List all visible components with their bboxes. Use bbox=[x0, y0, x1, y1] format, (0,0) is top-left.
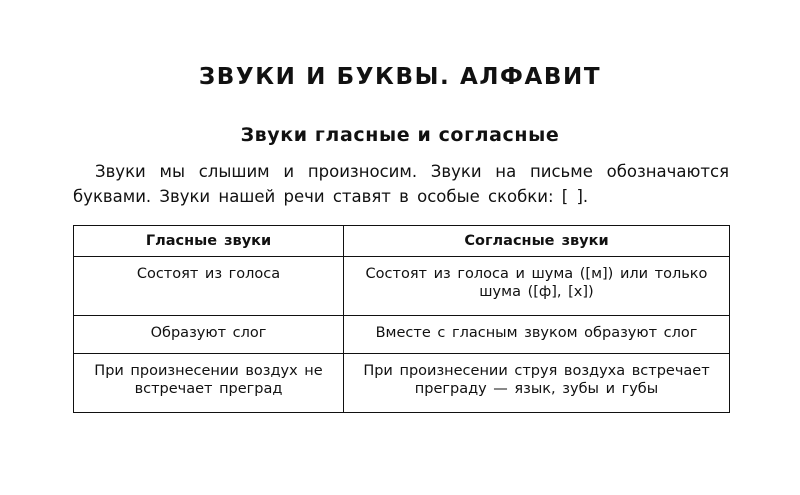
intro-paragraph: Звуки мы слышим и произносим. Звуки на письме обозначаются буквами. Звуки нашей речи ставят в особые скобки: [ ]. bbox=[73, 162, 729, 206]
sounds-comparison-table bbox=[73, 225, 730, 413]
table-cell-vowel: При произнесении воздух не встречает преград bbox=[74, 354, 344, 413]
section-subtitle: Звуки гласные и согласные bbox=[240, 124, 560, 146]
table-row bbox=[74, 354, 730, 413]
table-cell-consonant: При произнесении струя воздуха встречает преграду — язык, зубы и губы bbox=[344, 354, 730, 413]
table-header-row bbox=[74, 226, 730, 257]
table-cell-vowel: Образуют слог bbox=[74, 316, 344, 354]
table-row bbox=[74, 316, 730, 354]
header-consonants: Согласные звуки bbox=[344, 226, 730, 257]
table-cell-consonant: Состоят из голоса и шума ([м]) или только шума ([ф], [х]) bbox=[344, 257, 730, 316]
table-row bbox=[74, 257, 730, 316]
table-cell-consonant: Вместе с гласным звуком образуют слог bbox=[344, 316, 730, 354]
header-vowels: Гласные звуки bbox=[74, 226, 344, 257]
page-title: ЗВУКИ И БУКВЫ. АЛФАВИТ bbox=[198, 64, 602, 90]
table-cell-vowel: Состоят из голоса bbox=[74, 257, 344, 316]
